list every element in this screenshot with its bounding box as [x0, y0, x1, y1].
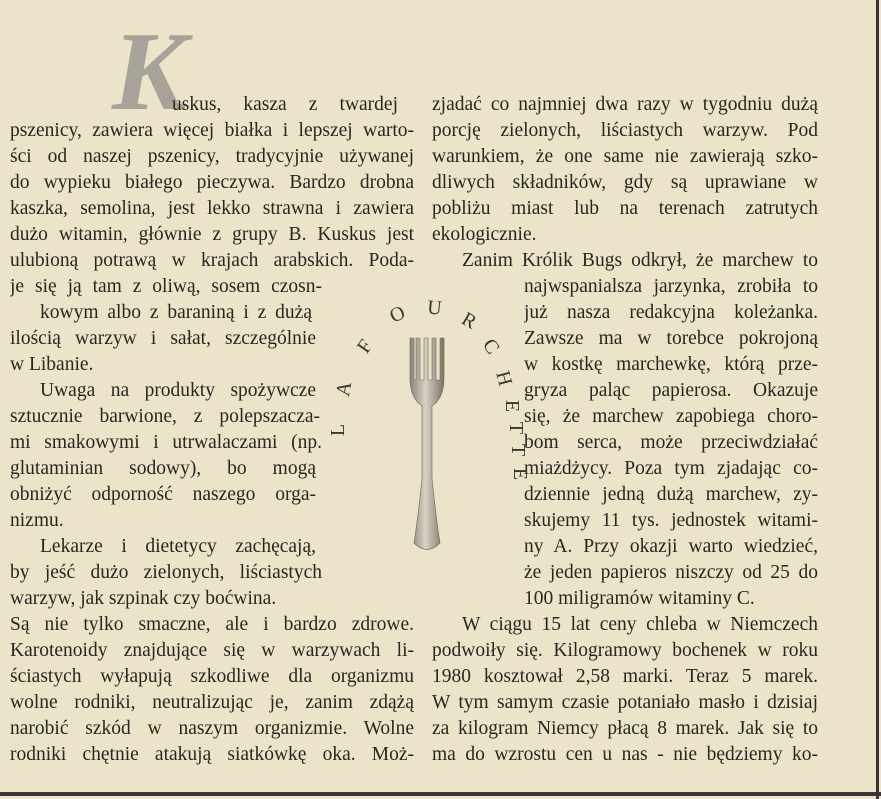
logo-letter: E [509, 467, 531, 481]
text-line: Karotenoidy znajdujące się w warzywach li- [10, 640, 414, 661]
text-line: W tym samym czasie potaniało masło i dzisiaj [432, 692, 818, 713]
text-line: W ciągu 15 lat ceny chleba w Niemczech [462, 614, 818, 635]
text-line: Zawsze ma w torebce pokrojoną [524, 328, 818, 349]
text-line: 100 miligramów witaminy C. [524, 588, 755, 609]
text-line: w kostkę marchewkę, którą prze- [524, 354, 818, 375]
text-line: ekologicznie. [432, 224, 537, 245]
text-line: wolne rodniki, neutralizując je, zanim zdążą [10, 692, 414, 713]
text-line: je się ją tam z oliwą, sosem czosn- [10, 276, 322, 297]
text-line: ści od naszej pszenicy, tradycyjnie używanej [10, 146, 414, 167]
text-line: za kilogram Niemcy płacą 8 marek. Jak się to [432, 718, 818, 739]
text-line: najwspanialsza jarzynka, zrobiła to [524, 276, 818, 297]
text-line: pobliżu miast lub na terenach zatrutych [432, 198, 818, 219]
text-line: zjadać co najmniej dwa razy w tygodniu dużą [432, 94, 818, 115]
text-line: w Libanie. [10, 354, 94, 375]
text-line: Zanim Królik Bugs odkrył, że marchew to [462, 250, 818, 271]
text-line: ściastych wyłapują szkodliwe dla organizmu [10, 666, 414, 687]
text-line: porcję zielonych, liściastych warzyw. Pod [432, 120, 818, 141]
logo-letter: O [386, 301, 409, 328]
text-line: Są nie tylko smaczne, ale i bardzo zdrowe. [10, 614, 414, 635]
text-line: Uwaga na produkty spożywcze [40, 380, 316, 401]
text-line: ma do wzrostu cen u nas - nie będziemy ko- [432, 744, 818, 765]
text-line: mi smakowymi i utrwalaczami (np. [10, 432, 322, 453]
text-line: dziennie jedną dużą marchew, zy- [524, 484, 818, 505]
text-line: Lekarze i dietetycy zachęcają, [40, 536, 316, 557]
text-line: ilością warzyw i sałat, szczególnie [10, 328, 316, 349]
text-line: bom serca, może przeciwdziałać [524, 432, 818, 453]
text-line: sztucznie barwione, z polepszacza- [10, 406, 320, 427]
logo-letter: T [507, 443, 529, 457]
text-line: dużo witamin, głównie z grupy B. Kuskus jest [10, 224, 414, 245]
text-line: dliwych składników, gdy są uprawiane w [432, 172, 818, 193]
logo-letter: L [327, 423, 349, 437]
text-line: że jeden papieros niszczy od 25 do [524, 562, 818, 583]
text-line: 1980 kosztował 2,58 marki. Teraz 5 marek. [432, 666, 818, 687]
drop-cap: K [112, 10, 187, 134]
fork-icon [410, 338, 444, 550]
text-line: nizmu. [10, 510, 64, 531]
text-line: miażdżycy. Poza tym zjadając co- [524, 458, 818, 479]
logo-letter: H [491, 368, 517, 389]
logo-letter: R [457, 307, 481, 334]
text-line: pszenicy, zawiera więcej białka i lepszej warto- [10, 120, 414, 141]
text-line: by jeść dużo zielonych, liściastych [10, 562, 322, 583]
page-edge-rule [876, 0, 879, 799]
text-line: podwoiły się. Kilogramowy bochenek w roku [432, 640, 818, 661]
logo-letter: U [426, 296, 443, 320]
text-line: warzyw, jak szpinak czy boćwina. [10, 588, 277, 609]
logo-letter: C [478, 334, 504, 359]
text-line: kowym albo z baraniną i z dużą [40, 302, 312, 323]
text-line: warunkiem, że one same nie zawierają szko- [432, 146, 818, 167]
text-line: glutaminian sodowy), bo mogą [10, 458, 316, 479]
logo-letter: T [505, 421, 527, 435]
text-line: ulubioną potrawą w krajach arabskich. Poda- [10, 250, 414, 271]
la-fourchette-fork-logo [322, 278, 532, 578]
text-line: do wypieku białego pieczywa. Bardzo drobna [10, 172, 414, 193]
logo-letter: E [501, 399, 523, 413]
text-line: gryza paląc papierosa. Okazuje [524, 380, 818, 401]
text-line: rodniki chętnie atakują siatkówkę oka. Moż- [10, 744, 414, 765]
logo-letter: A [332, 379, 357, 398]
text-line: kaszka, semolina, jest lekko strawna i zawiera [10, 198, 414, 219]
logo-letter: F [352, 335, 378, 358]
text-line: obniżyć odporność naszego orga- [10, 484, 316, 505]
text-line: skujemy 11 tys. jednostek witami- [524, 510, 818, 531]
page-bottom-rule [0, 792, 881, 796]
text-line: narobić szkód w naszym organizmie. Wolne [10, 718, 414, 739]
text-line: ny A. Przy okazji warto wiedzieć, [524, 536, 818, 557]
text-line: już nasza redakcyjna koleżanka. [524, 302, 818, 323]
text-line: się, że marchew zapobiega choro- [524, 406, 818, 427]
text-line: uskus, kasza z twardej [172, 94, 398, 115]
